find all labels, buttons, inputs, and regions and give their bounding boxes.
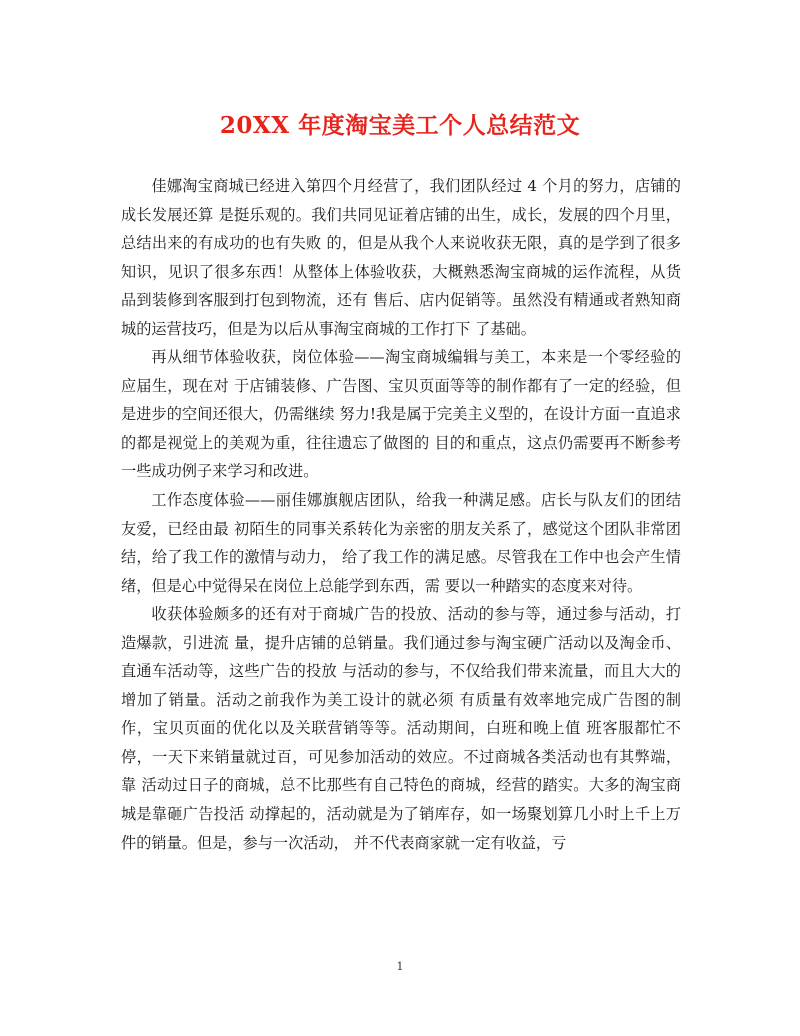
paragraph-4: 收获体验颇多的还有对于商城广告的投放、活动的参与等，通过参与活动，打造爆款，引进流 量，提升店铺的总销量。我们通过参与淘宝硬广活动以及淘金币、直通车活动等，这些广告的投放 与活动的参与，不仅给我们带来流量，而且大大的增加了销量。活动之前我作为美工设计的就必须 有质量有效率地完成广告图的制作，宝贝页面的优化以及关联营销等等。活动期间，白班和晚上值 班客服都忙不停，一天下来销量就过百，可见参加活动的效应。不过商城各类活动也有其弊端，靠 活动过日子的商城，总不比那些有自己特色的商城，经营的踏实。大多的淘宝商城是靠砸广告投活 动撑起的，活动就是为了销库存，如一场聚划算几小时上千上万件的销量。但是，参与一次活动， 并不代表商家就一定有收益，亏: [121, 605, 681, 852]
paragraph-2: 再从细节体验收获，岗位体验——淘宝商城编辑与美工，本来是一个零经验的应届生，现在对 于店铺装修、广告图、宝贝页面等等的制作都有了一定的经验，但是进步的空间还很大，仍需继续 努力!我是属于完美主义型的，在设计方面一直追求的都是视觉上的美观为重，往往遗忘了做图的 目的和重点，这点仍需要再不断参考一些成功例子来学习和改进。: [121, 348, 681, 481]
page-number: 1: [396, 960, 404, 973]
document-title: 20XX 年度淘宝美工个人总结范文: [219, 112, 581, 139]
paragraph-1: 佳娜淘宝商城已经进入第四个月经营了，我们团队经过 4 个月的努力，店铺的成长发展还算 是挺乐观的。我们共同见证着店铺的出生，成长，发展的四个月里，总结出来的有成功的也有失败 的，但是从我个人来说收获无限，真的是学到了很多知识，见识了很多东西！从整体上体验收获，大概熟悉淘宝商城的运作流程，从货品到装修到客服到打包到物流，还有 售后、店内促销等。虽然没有精通或者熟知商城的运营技巧，但是为以后从事淘宝商城的工作打下 了基础。: [121, 177, 681, 338]
paragraph-3: 工作态度体验——丽佳娜旗舰店团队，给我一种满足感。店长与队友们的团结友爱，已经由最 初陌生的同事关系转化为亲密的朋友关系了，感觉这个团队非常团结，给了我工作的激情与动力， 给了我工作的满足感。尽管我在工作中也会产生情绪，但是心中觉得呆在岗位上总能学到东西，需 要以一种踏实的态度来对待。: [121, 491, 681, 595]
document-body: [121, 172, 681, 857]
